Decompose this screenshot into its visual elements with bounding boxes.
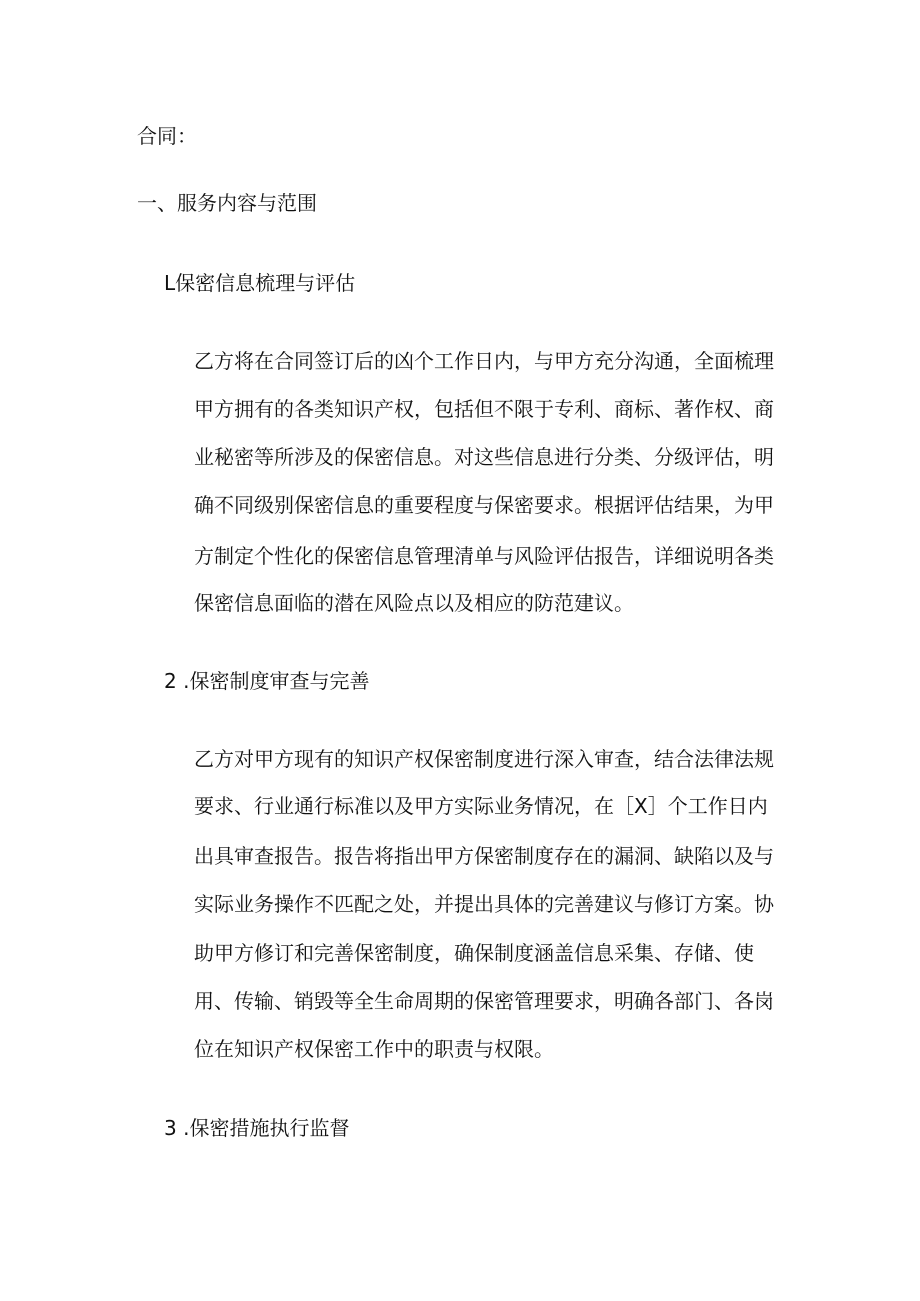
paragraph-line: 方制定个性化的保密信息管理清单与风险评估报告，详细说明各类 — [194, 544, 774, 568]
paragraph-line: 甲方拥有的各类知识产权，包括但不限于专利、商标、著作权、商 — [194, 397, 774, 421]
paragraph-line: 助甲方修订和完善保密制度，确保制度涵盖信息采集、存储、使 — [194, 941, 754, 965]
paragraph-line: 乙方对甲方现有的知识产权保密制度进行深入审查，结合法律法规 — [194, 747, 774, 771]
paragraph-line: 位在知识产权保密工作中的职责与权限。 — [194, 1037, 554, 1061]
document-title: 合同： — [137, 124, 197, 148]
paragraph-line: 业秘密等所涉及的保密信息。对这些信息进行分类、分级评估，明 — [194, 445, 774, 469]
paragraph-line: 确不同级别保密信息的重要程度与保密要求。根据评估结果，为甲 — [194, 493, 774, 517]
paragraph-line: 乙方将在合同签订后的凶个工作日内，与甲方充分沟通，全面梳理 — [194, 349, 774, 373]
section-heading: 一、服务内容与范围 — [137, 191, 317, 215]
item-heading: 3 .保密措施执行监督 — [164, 1116, 350, 1140]
paragraph-line: 保密信息面临的潜在风险点以及相应的防范建议。 — [194, 591, 634, 615]
item-heading: L保密信息梳理与评估 — [164, 271, 356, 295]
paragraph-line: 出具审查报告。报告将指出甲方保密制度存在的漏洞、缺陷以及与 — [194, 844, 774, 868]
paragraph-line: 实际业务操作不匹配之处，并提出具体的完善建议与修订方案。协 — [194, 892, 774, 916]
paragraph-line: 要求、行业通行标准以及甲方实际业务情况，在［X］个工作日内 — [194, 794, 768, 818]
paragraph-line: 用、传输、销毁等全生命周期的保密管理要求，明确各部门、各岗 — [194, 989, 774, 1013]
item-heading: 2 .保密制度审查与完善 — [164, 669, 370, 693]
